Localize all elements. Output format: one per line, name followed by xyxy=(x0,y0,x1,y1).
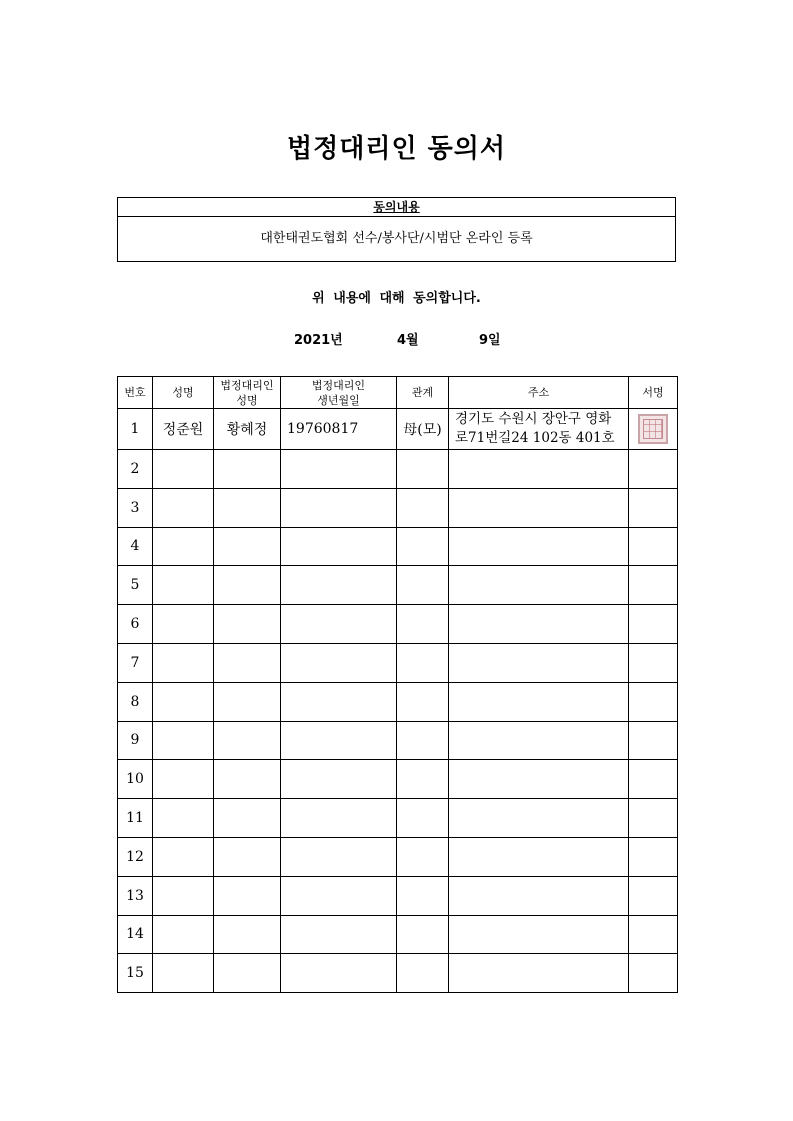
table-row xyxy=(118,682,678,721)
row-number: 13 xyxy=(118,876,153,915)
row-signature xyxy=(629,409,678,450)
row-number: 9 xyxy=(118,721,153,760)
row-number: 15 xyxy=(118,954,153,993)
row-relation xyxy=(397,450,449,489)
row-guardian-name xyxy=(214,954,281,993)
document-title: 법정대리인 동의서 xyxy=(287,134,506,164)
seal-stamp-icon xyxy=(638,414,668,444)
row-relation xyxy=(397,837,449,876)
row-relation xyxy=(397,799,449,838)
row-address xyxy=(449,643,629,682)
row-relation: 母(모) xyxy=(397,409,449,450)
row-signature xyxy=(629,682,678,721)
agreement-statement: 위 내용에 대해 동의합니다. xyxy=(312,291,481,306)
table-row xyxy=(118,954,678,993)
row-signature xyxy=(629,566,678,605)
table-header-row xyxy=(118,377,678,409)
row-address xyxy=(449,799,629,838)
row-address xyxy=(449,760,629,799)
table-row xyxy=(118,450,678,489)
row-address xyxy=(449,527,629,566)
row-address: 경기도 수원시 장안구 영화 로71번길24 102동 401호 xyxy=(449,409,629,450)
row-guardian-name xyxy=(214,799,281,838)
row-name xyxy=(153,527,214,566)
row-number: 7 xyxy=(118,643,153,682)
row-number: 6 xyxy=(118,605,153,644)
row-relation xyxy=(397,682,449,721)
header-number: 번호 xyxy=(118,377,153,409)
consent-box xyxy=(117,197,676,262)
date-month: 4월 xyxy=(397,333,419,348)
row-signature xyxy=(629,488,678,527)
row-signature xyxy=(629,721,678,760)
row-guardian-birth xyxy=(281,643,397,682)
header-relation: 관계 xyxy=(397,377,449,409)
row-signature xyxy=(629,450,678,489)
row-relation xyxy=(397,876,449,915)
row-number: 2 xyxy=(118,450,153,489)
consent-heading: 동의내용 xyxy=(118,198,675,217)
table-row xyxy=(118,566,678,605)
row-guardian-name xyxy=(214,837,281,876)
row-guardian-name: 황혜정 xyxy=(214,409,281,450)
table-row xyxy=(118,721,678,760)
row-name xyxy=(153,721,214,760)
row-relation xyxy=(397,760,449,799)
row-signature xyxy=(629,760,678,799)
row-guardian-name xyxy=(214,721,281,760)
row-guardian-name xyxy=(214,915,281,954)
row-relation xyxy=(397,954,449,993)
row-name xyxy=(153,915,214,954)
row-name xyxy=(153,566,214,605)
row-guardian-birth xyxy=(281,605,397,644)
row-name xyxy=(153,837,214,876)
guardian-table xyxy=(117,376,678,993)
row-number: 11 xyxy=(118,799,153,838)
date-day: 9일 xyxy=(479,333,501,348)
row-guardian-name xyxy=(214,760,281,799)
row-guardian-name xyxy=(214,488,281,527)
row-guardian-birth xyxy=(281,721,397,760)
row-address xyxy=(449,721,629,760)
row-guardian-name xyxy=(214,527,281,566)
row-relation xyxy=(397,721,449,760)
date-year: 2021년 xyxy=(294,333,343,348)
header-signature: 서명 xyxy=(629,377,678,409)
table-row xyxy=(118,527,678,566)
row-guardian-birth xyxy=(281,527,397,566)
row-name: 정준원 xyxy=(153,409,214,450)
row-guardian-birth xyxy=(281,915,397,954)
row-signature xyxy=(629,799,678,838)
row-name xyxy=(153,799,214,838)
row-name xyxy=(153,954,214,993)
row-guardian-birth xyxy=(281,450,397,489)
header-guardian-name: 법정대리인 성명 xyxy=(214,377,281,409)
row-number: 12 xyxy=(118,837,153,876)
row-address xyxy=(449,605,629,644)
row-signature xyxy=(629,915,678,954)
row-guardian-birth: 19760817 xyxy=(281,409,397,450)
row-name xyxy=(153,876,214,915)
table-row xyxy=(118,488,678,527)
row-relation xyxy=(397,527,449,566)
row-address xyxy=(449,488,629,527)
table-row xyxy=(118,799,678,838)
row-signature xyxy=(629,527,678,566)
row-relation xyxy=(397,488,449,527)
table-row xyxy=(118,837,678,876)
consent-text: 대한태권도협회 선수/봉사단/시범단 온라인 등록 xyxy=(260,231,533,246)
row-number: 10 xyxy=(118,760,153,799)
row-number: 14 xyxy=(118,915,153,954)
row-name xyxy=(153,682,214,721)
header-address: 주소 xyxy=(449,377,629,409)
row-number: 5 xyxy=(118,566,153,605)
row-name xyxy=(153,643,214,682)
row-number: 3 xyxy=(118,488,153,527)
row-signature xyxy=(629,954,678,993)
row-guardian-birth xyxy=(281,682,397,721)
row-address xyxy=(449,915,629,954)
header-guardian-birth: 법정대리인 생년월일 xyxy=(281,377,397,409)
row-guardian-name xyxy=(214,643,281,682)
row-guardian-birth xyxy=(281,488,397,527)
row-address xyxy=(449,450,629,489)
header-name: 성명 xyxy=(153,377,214,409)
row-address xyxy=(449,876,629,915)
row-relation xyxy=(397,566,449,605)
row-address xyxy=(449,837,629,876)
row-name xyxy=(153,760,214,799)
row-guardian-birth xyxy=(281,837,397,876)
row-name xyxy=(153,488,214,527)
row-signature xyxy=(629,837,678,876)
row-name xyxy=(153,605,214,644)
table-row xyxy=(118,409,678,450)
row-signature xyxy=(629,643,678,682)
table-row xyxy=(118,605,678,644)
row-address xyxy=(449,954,629,993)
row-guardian-birth xyxy=(281,760,397,799)
table-row xyxy=(118,915,678,954)
row-relation xyxy=(397,605,449,644)
row-number: 1 xyxy=(118,409,153,450)
row-guardian-name xyxy=(214,566,281,605)
table-row xyxy=(118,643,678,682)
row-name xyxy=(153,450,214,489)
row-signature xyxy=(629,605,678,644)
row-guardian-birth xyxy=(281,799,397,838)
row-address xyxy=(449,682,629,721)
row-guardian-birth xyxy=(281,954,397,993)
row-guardian-name xyxy=(214,876,281,915)
row-relation xyxy=(397,643,449,682)
row-guardian-name xyxy=(214,682,281,721)
table-row xyxy=(118,760,678,799)
row-number: 8 xyxy=(118,682,153,721)
row-relation xyxy=(397,915,449,954)
row-guardian-birth xyxy=(281,566,397,605)
row-number: 4 xyxy=(118,527,153,566)
row-guardian-name xyxy=(214,605,281,644)
row-address xyxy=(449,566,629,605)
row-guardian-name xyxy=(214,450,281,489)
row-guardian-birth xyxy=(281,876,397,915)
table-row xyxy=(118,876,678,915)
row-signature xyxy=(629,876,678,915)
